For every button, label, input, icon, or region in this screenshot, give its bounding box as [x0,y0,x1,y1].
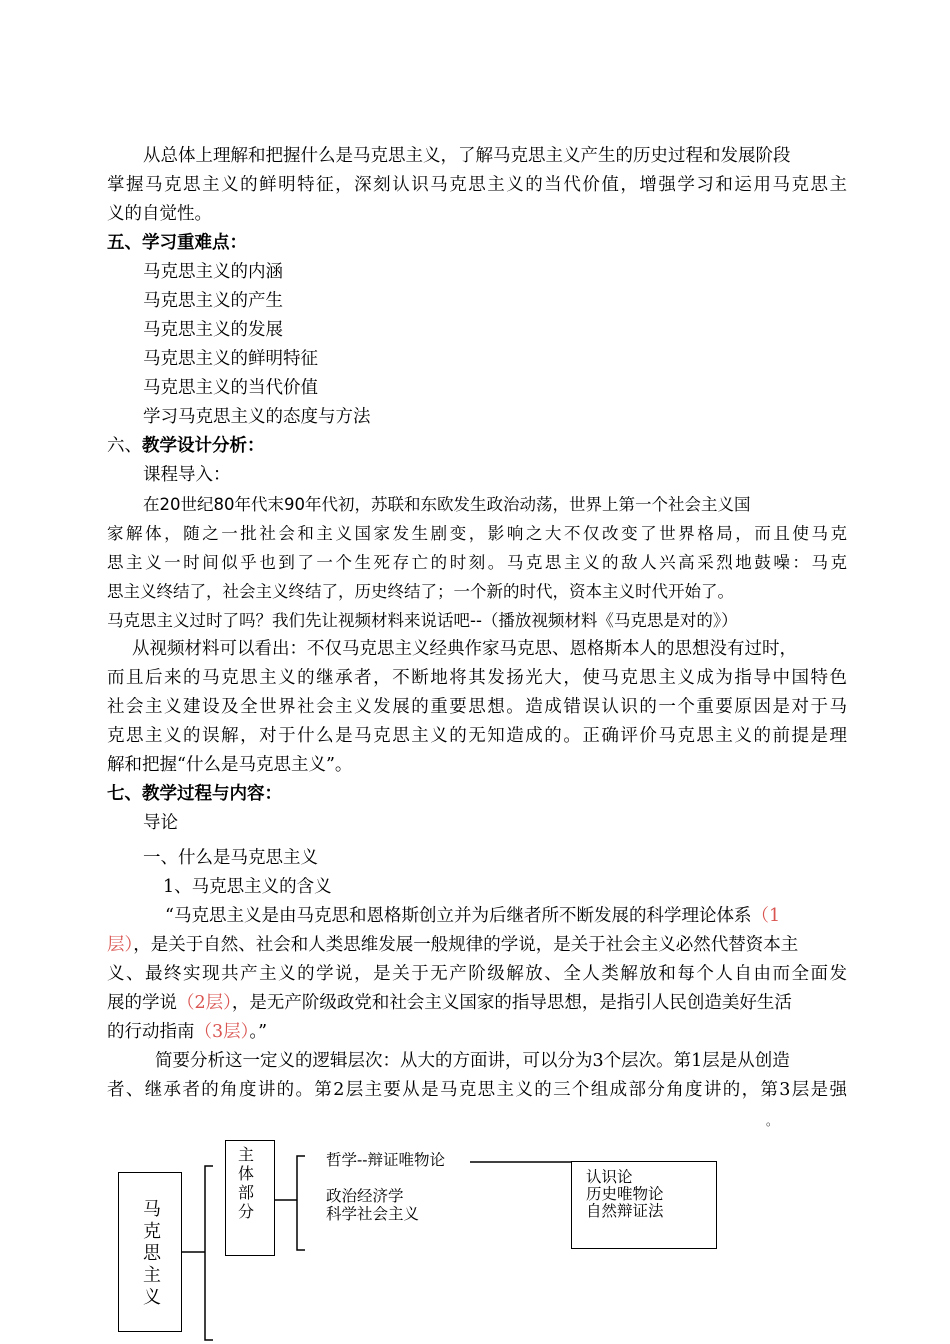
objective-line-1: 从总体上理解和把握什么是马克思主义，了解马克思主义产生的历史过程和发展阶段 [143,146,791,166]
intro-para1-line: 思主义一时间似乎也到了一个生死存亡的时刻。马克思主义的敌人兴高采烈地鼓噪：马克 [107,553,847,572]
intro-para2-line: 解和把握“什么是马克思主义”。 [107,755,353,775]
section7-subheading-1: 一、什么是马克思主义 [143,848,318,868]
quote-text: 的行动指南 [107,1022,195,1042]
section7-heading: 七、教学过程与内容： [107,784,282,804]
section5-item: 学习马克思主义的态度与方法 [143,407,371,427]
intro-para2-line: 从视频材料可以看出：不仅马克思主义经典作家马克思、恩格斯本人的思想没有过时， [132,639,797,659]
quote-text: 。” [249,1022,268,1042]
branch-item: 认识论 [586,1168,633,1186]
quote-text: ，是关于自然、社会和人类思维发展一般规律的学说，是关于社会主义必然代替资本主 [133,935,799,955]
section5-item: 马克思主义的内涵 [143,262,283,282]
section5-heading: 五、学习重难点： [107,233,247,253]
main-part-box [225,1140,275,1256]
main-part-label: 主体部分 [238,1145,255,1221]
main-bracket [297,1156,305,1250]
objective-line-3: 义的自觉性。 [107,204,212,224]
intro-para2-line: 社会主义建设及全世界社会主义发展的重要思想。造成错误认识的一个重要原因是对于马 [107,697,847,717]
branch-item: 自然辩证法 [586,1202,664,1220]
quote-line-3: 义、最终实现共产主义的学说，是关于无产阶级解放、全人类解放和每个人自由而全面发 [107,964,847,984]
intro-para1-line: 在20世纪80年代末90年代初，苏联和东欧发生政治动荡，世界上第一个社会主义国 [143,495,751,514]
intro-para2-line: 而且后来的马克思主义的继承者，不断地将其发扬光大，使马克思主义成为指导中国特色 [107,668,847,688]
section5-item: 马克思主义的当代价值 [143,378,318,398]
intro-para1-line: 家解体，随之一批社会和主义国家发生剧变，影响之大不仅改变了世界格局，而且使马克 [107,524,847,543]
intro-para1-line: 思主义终结了，社会主义终结了，历史终结了；一个新的时代，资本主义时代开始了。 [107,582,734,601]
layer-marker: （3层） [194,1022,250,1042]
soc-label: 科学社会主义 [326,1205,420,1223]
phil-label: 哲学--辩证唯物论 [326,1151,445,1169]
stray-mark: 。 [766,1114,779,1128]
branch-item: 历史唯物论 [586,1185,664,1203]
section6-heading-text: 教学设计分析： [142,436,265,456]
layer-marker: （2层） [177,993,232,1013]
section5-item: 马克思主义的鲜明特征 [143,349,318,369]
section6-heading-prefix: 六、 [107,436,142,456]
layer-marker: 层） [107,935,134,955]
objective-line-2: 掌握马克思主义的鲜明特征，深刻认识马克思主义的当代价值，增强学习和运用马克思主 [107,175,847,195]
section5-item: 马克思主义的产生 [143,291,283,311]
root-label: 马克思主义 [140,1199,161,1309]
intro-para1-line: 马克思主义过时了吗？我们先让视频材料来说话吧--（播放视频材料《马克思是对的》） [107,611,738,630]
analysis-line: 简要分析这一定义的逻辑层次：从大的方面讲，可以分为3个层次。第1层是从创造 [155,1051,790,1071]
root-box [118,1172,182,1332]
econ-label: 政治经济学 [326,1187,404,1205]
intro-label: 课程导入： [143,465,231,485]
quote-text: ，是无产阶级政党和社会主义国家的指导思想，是指引人民创造美好生活 [231,993,792,1013]
section5-item: 马克思主义的发展 [143,320,283,340]
section7-intro: 导论 [143,813,178,833]
layer-marker: （1 [751,906,781,926]
branch-box [571,1161,717,1249]
root-bracket [205,1166,213,1340]
analysis-line: 者、继承者的角度讲的。第2层主要从是马克思主义的三个组成部分角度讲的，第3层是强 [107,1080,847,1100]
quote-text: “马克思主义是由马克思和恩格斯创立并为后继者所不断发展的科学理论体系 [165,906,752,926]
quote-text: 展的学说 [107,993,177,1013]
intro-para2-line: 克思主义的误解，对于什么是马克思主义的无知造成的。正确评价马克思主义的前提是理 [107,726,847,746]
section7-subheading-2: 1、马克思主义的含义 [163,877,332,897]
